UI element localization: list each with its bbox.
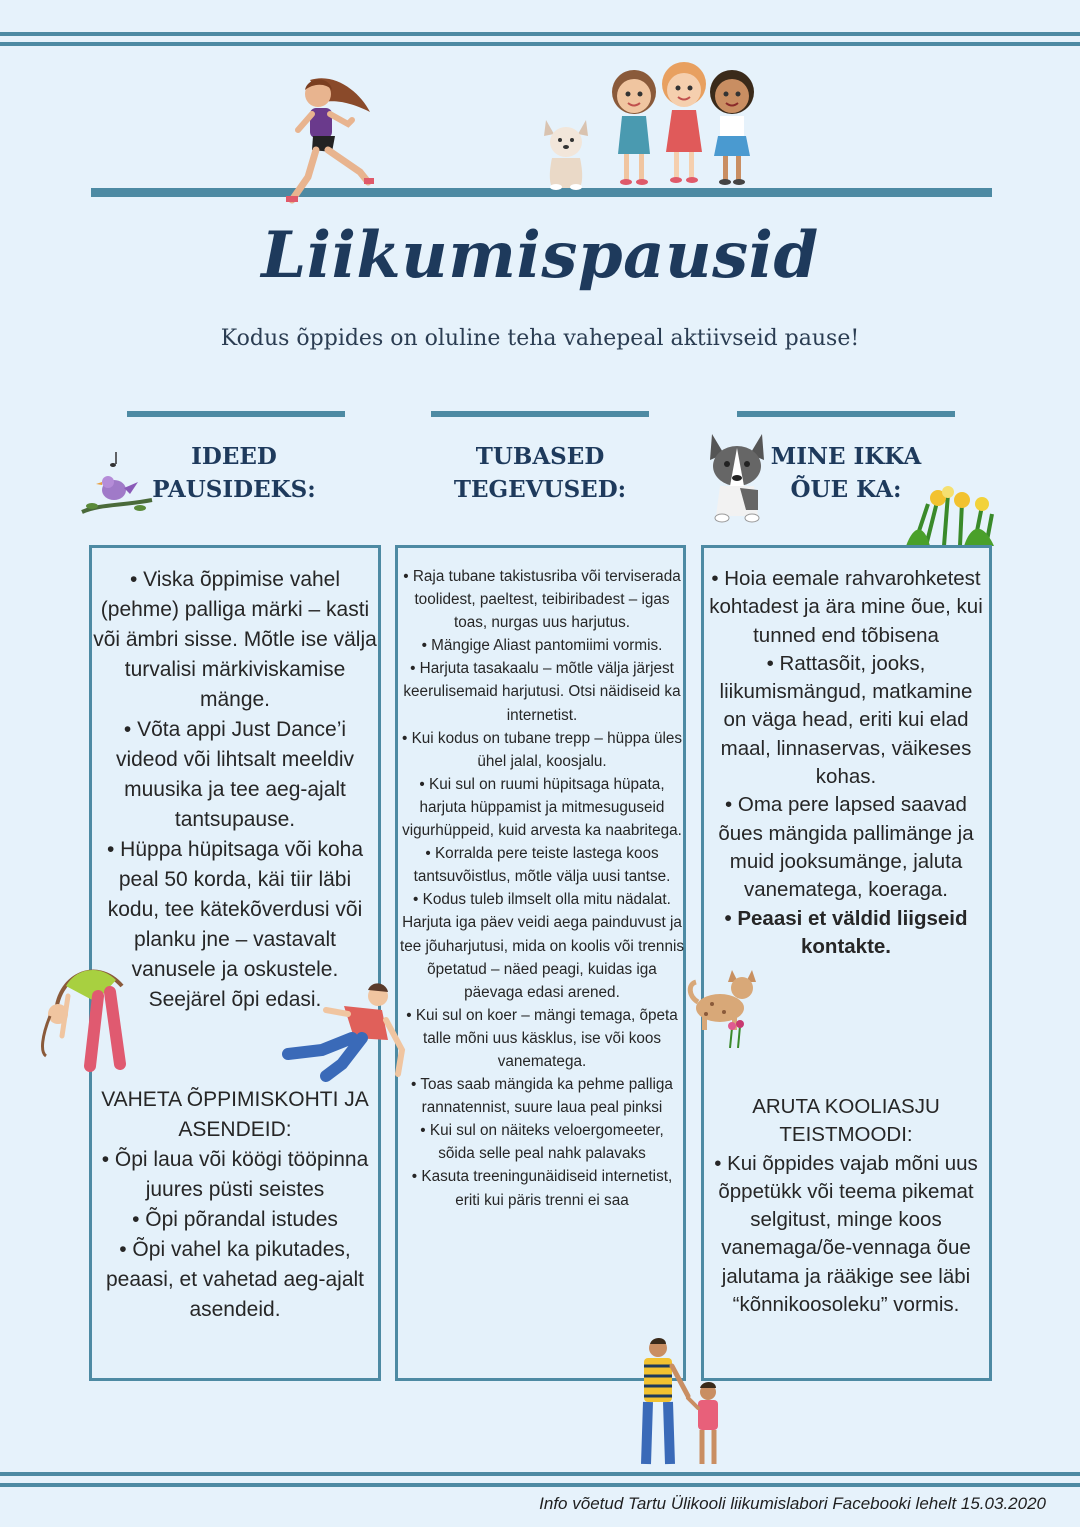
three-girls-illustration — [604, 54, 764, 190]
source-footer: Info võetud Tartu Ülikooli liikumislabori Facebooki lehelt 15.03.2020 — [539, 1494, 1046, 1513]
bottom-stripe-2 — [0, 1483, 1080, 1487]
column-2-heading — [410, 440, 670, 506]
list-item: • Õpi põrandal istudes — [132, 1208, 338, 1231]
list-item: • Kui sul on näiteks veloergomeeter, sõida selle peal nahk palavaks — [420, 1122, 664, 1163]
bottom-stripe-1 — [0, 1472, 1080, 1476]
list-item: • Oma pere lapsed saavad õues mängida pallimänge ja muid jooksumänge, jaluta vanematega, koeraga. — [718, 793, 974, 902]
column-2-bar — [431, 411, 649, 417]
dog-illustration — [538, 116, 594, 190]
section-heading: ARUTA KOOLIASJU TEISTMOODI: — [752, 1095, 940, 1147]
list-item: • Võta appi Just Dance’i videod või lihtsalt meeldiv muusika ja tee aeg-ajalt tantsupause. — [115, 718, 355, 831]
column-3-items — [706, 565, 986, 961]
column-1-items — [92, 565, 378, 1015]
list-item: • Hoia eemale rahvarohketest kohtadest ja ära mine õue, kui tunned end tõbisena — [709, 567, 983, 647]
list-item: • Kui kodus on tubane trepp – hüppa üles ühel jalal, koosjalu. — [401, 729, 683, 770]
column-3-heading-line2: ÕUE KA: — [790, 476, 902, 503]
list-item: • Korralda pere teiste lastega koos tantsuvõistlus, mõtle välja uusi tantse. — [413, 845, 671, 886]
father-and-child-illustration — [632, 1336, 728, 1476]
page-subtitle: Kodus õppides on oluline teha vahepeal aktiivseid pause! — [220, 326, 860, 351]
bird-on-branch-icon — [80, 448, 154, 524]
list-item: • Kasuta treeningunäidiseid internetist, eriti kui päris trenni ei saa — [411, 1168, 673, 1209]
list-item: • Õpi laua või köögi tööpinna juures püsti seistes — [101, 1148, 369, 1201]
column-1-heading-line2: PAUSIDEKS: — [152, 476, 316, 503]
jumping-boy-illustration — [282, 980, 410, 1084]
list-item: • Raja tubane takistusriba või terviserada toolidest, paeltest, teibiribadest – igas toas, nurgas uus harjutus. — [403, 568, 681, 632]
list-item: • Rattasõit, jooks, liikumismängud, matkamine on väga head, eriti kui elad maal, linnaservas, väikeses kohas. — [719, 651, 973, 789]
flowers-icon — [904, 484, 996, 546]
column-2-heading-line2: TEGEVUSED: — [453, 476, 627, 503]
dog-icon — [702, 430, 772, 524]
list-item: • Toas saab mängida ka pehme palliga rannatennist, suure laua peal pinksi — [411, 1076, 673, 1117]
column-3-heading-line1: MINE IKKA — [770, 443, 922, 470]
list-item: • Kui sul on ruumi hüpitsaga hüpata, harjuta hüppamist ja mitmesuguseid vigurhüppeid, kuid arvesta ka naabritega. — [402, 775, 682, 840]
list-item: • Kui õppides vajab mõni uus õppetükk või teema pikemat selgitust, minge koos vanemaga/õe-vennaga õue jalutama ja rääkige see läbi “kõnnikoosoleku” vormis. — [714, 1151, 978, 1317]
list-item: • Viska õppimise vahel (pehme) palliga märki – kasti või ämbri sisse. Mõtle ise välja turvalisi märkiviskamise mänge. — [93, 568, 377, 711]
top-stripe-2 — [0, 42, 1080, 46]
column-1-bar — [127, 411, 345, 417]
top-stripe-1 — [0, 32, 1080, 36]
column-2-items — [400, 565, 684, 1212]
section-heading: VAHETA ÕPPIMISKOHTI JA ASENDEID: — [101, 1088, 369, 1141]
list-item: • Kodus tuleb ilmselt olla mitu nädalat. Harjuta iga päev veidi aega painduvust ja tee jõuharjutusi, mida on koolis või trennis õpetatud – näed peagi, kuidas iga päevaga edasi arened. — [400, 891, 684, 1001]
list-item: • Hüppa hüpitsaga või koha peal 50 korda, käi tiir läbi kodu, tee kätekõverdusi või planku jne – vastavalt vanusele ja oskustele. Seejärel õpi edasi. — [106, 838, 364, 1011]
column-3-section2 — [706, 1093, 986, 1319]
column-2-heading-line1: TUBASED — [475, 443, 605, 470]
running-girl-illustration — [280, 72, 375, 210]
cat-with-flowers-illustration — [686, 966, 760, 1048]
column-1-section2 — [92, 1085, 378, 1325]
bending-girl-illustration — [36, 956, 132, 1076]
column-3-bar — [737, 411, 955, 417]
page-title: Liikumispausid — [261, 218, 819, 293]
list-item: • Mängige Aliast pantomiimi vormis. — [421, 637, 663, 655]
list-item: • Kui sul on koer – mängi temaga, õpeta talle mõni uus käsklus, ise või koos vanematega. — [406, 1006, 678, 1070]
list-item: • Harjuta tasakaalu – mõtle välja järjest keerulisemaid harjutusi. Otsi näidiseid ka internetist. — [403, 660, 681, 724]
column-1-heading-line1: IDEED — [191, 443, 277, 470]
list-item-emphasis: • Peaasi et väldid liigseid kontakte. — [724, 906, 968, 958]
list-item: • Õpi vahel ka pikutades, peaasi, et vahetad aeg-ajalt asendeid. — [105, 1238, 365, 1321]
